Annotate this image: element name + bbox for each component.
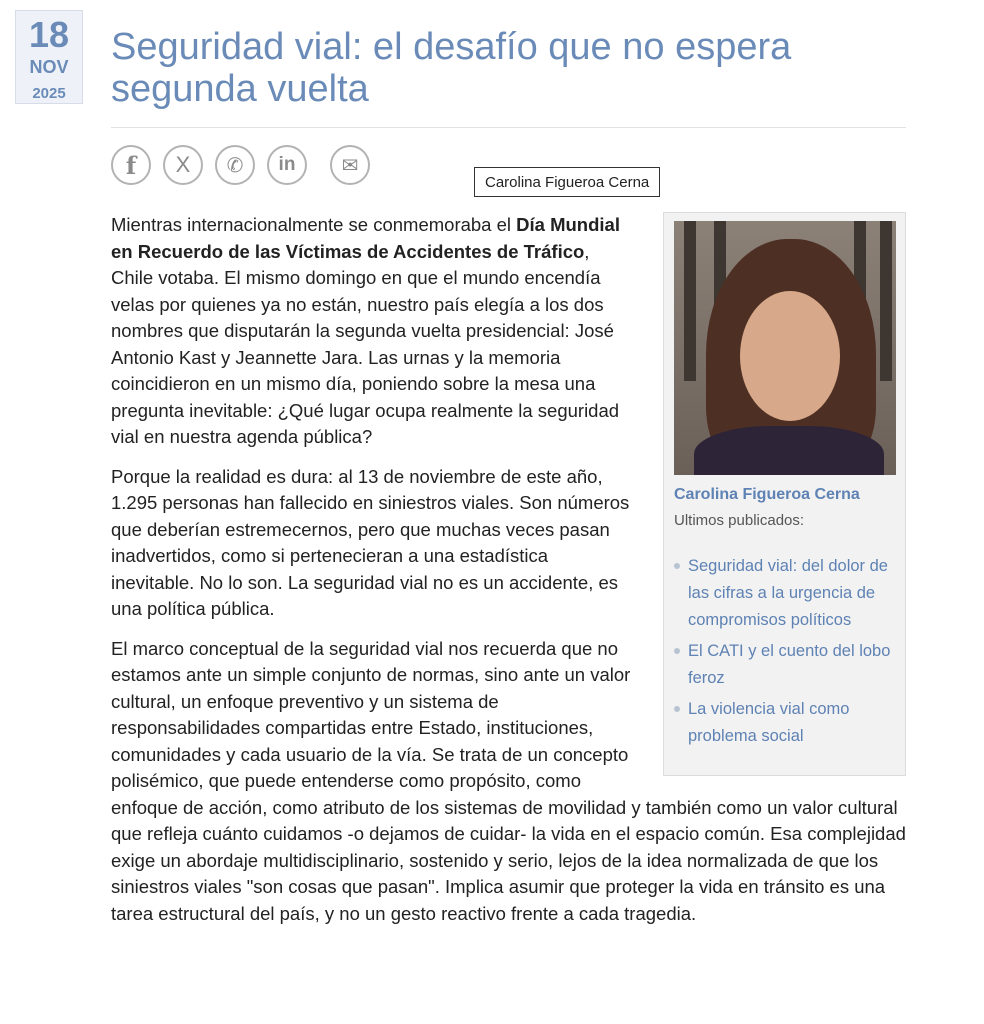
article-title: Seguridad vial: el desafío que no espera segunda vuelta [111,26,792,110]
share-email-button[interactable] [330,145,370,185]
paragraph-bold-text: Día Mundial en Recuerdo de las Víctimas de Accidentes de Tráfico [111,214,620,262]
share-x-button[interactable] [163,145,203,185]
author-photo[interactable] [674,221,896,475]
facebook-icon: f [125,150,137,180]
paragraph-2: Porque la realidad es dura: al 13 de noviembre de este año, 1.295 personas han fallecido en siniestros viales. Son números que deberían estremecernos, pero que muchas veces pasan inadvertidos, como si pertenecieran a una estadística inevitable. No lo son. La seguridad vial no es un accidente, es una política pública. [111,465,630,619]
paragraph-text: Mientras internacionalmente se conmemoraba el [111,214,517,235]
date-month: NOV [29,57,69,77]
latest-post-link[interactable]: La violencia vial como problema social [674,696,895,750]
share-whatsapp-button[interactable] [215,145,255,185]
latest-posts-list [674,553,895,750]
share-linkedin-button[interactable] [267,145,307,185]
whatsapp-icon: ✆ [226,153,244,177]
linkedin-icon: in [278,154,296,175]
x-twitter-icon: X [175,152,191,177]
author-sidebar [663,212,906,776]
date-year: 2025 [32,85,66,102]
latest-posts-label: Ultimos publicados: [674,512,805,529]
latest-post-link[interactable]: Seguridad vial: del dolor de las cifras a la urgencia de compromisos políticos [674,553,895,634]
title-divider [111,127,906,128]
latest-post-link[interactable]: El CATI y el cuento del lobo feroz [674,638,895,692]
date-badge [15,10,83,104]
paragraph-text: , Chile votaba. El mismo domingo en que el mundo encendía velas por quienes ya no están, nuestro país elegía a los dos nombres que disputarán la segunda vuelta presidencial: José Antonio Kast y Jeannette Jara. Las urnas y la memoria coincidieron en un mismo día, poniendo sobre la mesa una pregunta inevitable: ¿Qué lugar ocupa realmente la seguridad vial en nuestra agenda pública? [111,240,620,447]
article-body [111,212,906,940]
email-icon: ✉ [341,153,359,177]
share-facebook-button[interactable] [111,145,151,185]
paragraph-3: El marco conceptual de la seguridad vial nos recuerda que no estamos ante un simple conjunto de normas, sino ante un valor cultural, un enfoque preventivo y un sistema de responsabilidades compartidas entre Estado, instituciones, comunidades y cada usuario de la vía. Se trata de un concepto polisémico, que puede entenderse como propósito, como enfoque de acción, como atributo de los sistemas de movilidad y también como un valor cultural que refleja cuánto cuidamos -o dejamos de cuidar- la vida en el espacio común. Esa complejidad exige un abordaje multidisciplinario, sostenido y serio, lejos de la idea normalizada de que los siniestros viales "son cosas que pasan". Implica asumir que proteger la vida en tránsito es una tarea estructural del país, y no un gesto reactivo frente a cada tragedia. [111,637,906,924]
date-day: 18 [28,14,70,55]
author-name-link[interactable]: Carolina Figueroa Cerna [674,486,860,503]
author-tooltip: Carolina Figueroa Cerna [474,167,660,197]
